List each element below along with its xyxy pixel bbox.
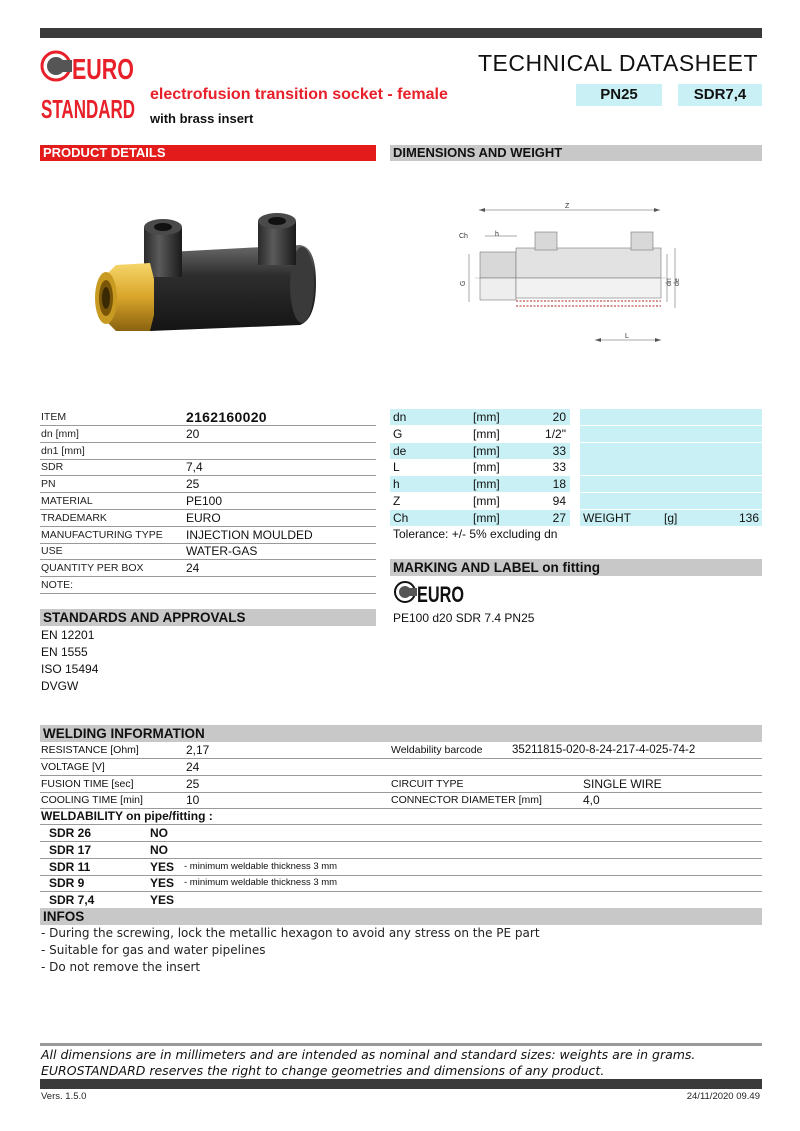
product-image [90, 205, 330, 345]
sdr-result: YES [150, 859, 175, 874]
blank-cyan-cell [580, 493, 762, 510]
details-row [40, 510, 376, 527]
weight-value: 136 [738, 510, 759, 525]
weight-row [580, 510, 762, 527]
weldability-barcode: 35211815-020-8-24-217-4-025-74-2 [512, 744, 696, 756]
details-value: 25 [186, 477, 200, 492]
details-label: dn1 [mm] [41, 444, 85, 457]
drawing-label-ch: Ch [459, 233, 468, 240]
weight-label: WEIGHT [583, 510, 631, 525]
dimension-name: G [393, 426, 403, 441]
welding-label: VOLTAGE [V] [41, 760, 105, 773]
details-value: 24 [186, 561, 200, 576]
details-row [40, 577, 376, 594]
blank-cyan-cell [580, 426, 762, 443]
details-value: PE100 [186, 494, 223, 508]
welding-value-2: SINGLE WIRE [583, 776, 662, 791]
drawing-label-de: de [674, 278, 681, 286]
dimension-row [390, 426, 570, 443]
blank-cyan-cell [580, 443, 762, 460]
dimension-unit: [mm] [473, 443, 500, 458]
sdr-label: SDR 17 [49, 842, 92, 857]
weldability-row [40, 825, 762, 842]
sdr-label: SDR 7,4 [49, 893, 95, 908]
dimension-name: dn [393, 410, 407, 424]
top-bar [40, 28, 762, 38]
infos-header: INFOS [40, 908, 762, 925]
sdr-label: SDR 26 [49, 826, 92, 840]
marking-text: PE100 d20 SDR 7.4 PN25 [393, 611, 535, 625]
welding-label: COOLING TIME [min] [41, 794, 143, 807]
version-label: Vers. 1.5.0 [41, 1091, 87, 1102]
sdr-badge: SDR7,4 [678, 84, 762, 106]
sdr-result: YES [150, 893, 175, 908]
dimension-value: 1/2" [545, 426, 566, 441]
details-row [40, 459, 376, 476]
details-row [40, 543, 376, 560]
dimension-row [390, 459, 570, 476]
dimension-unit: [mm] [473, 426, 500, 441]
details-row [40, 409, 376, 426]
dimension-value: 33 [552, 460, 566, 475]
details-row [40, 443, 376, 460]
welding-value: 24 [186, 759, 200, 774]
dimension-unit: [mm] [473, 410, 500, 424]
weldability-row [40, 859, 762, 876]
footer-line-2: EUROSTANDARD reserves the right to change geometries and dimensions of any product. [41, 1063, 605, 1078]
dimension-name: Z [393, 494, 401, 508]
welding-label-2: CIRCUIT TYPE [391, 777, 464, 790]
details-label: SDR [41, 461, 64, 474]
standard-item: EN 12201 [41, 628, 95, 642]
details-value: EURO [186, 510, 221, 525]
welding-header: WELDING INFORMATION [40, 725, 762, 742]
drawing-label-h: h [495, 231, 499, 238]
tolerance-note: Tolerance: +/- 5% excluding dn [393, 527, 558, 541]
details-label: MATERIAL [41, 495, 93, 507]
welding-row [40, 759, 762, 776]
dimension-row [390, 493, 570, 510]
dimension-row [390, 476, 570, 493]
drawing-label-z: Z [565, 203, 570, 210]
info-line: - Do not remove the insert [41, 960, 201, 974]
info-line: - During the screwing, lock the metallic hexagon to avoid any stress on the PE part [41, 926, 540, 940]
technical-drawing [455, 198, 680, 348]
sdr-result: NO [150, 826, 168, 840]
sdr-result: NO [150, 842, 168, 857]
weldability-header: WELDABILITY on pipe/fitting : [40, 808, 762, 825]
document-title: TECHNICAL DATASHEET [478, 50, 758, 76]
dimension-value: 18 [552, 477, 566, 492]
drawing-label-dn: dn [666, 278, 673, 286]
date-label: 24/11/2020 09.49 [686, 1091, 760, 1102]
details-row [40, 560, 376, 577]
details-label: USE [41, 545, 63, 558]
details-value: INJECTION MOULDED [186, 527, 313, 542]
welding-label: RESISTANCE [Ohm] [41, 744, 139, 756]
sdr-label: SDR 9 [49, 876, 85, 891]
dimension-unit: [mm] [473, 477, 500, 492]
welding-row [40, 776, 762, 793]
standard-item: ISO 15494 [41, 662, 99, 676]
dimension-name: Ch [393, 510, 409, 525]
details-label: TRADEMARK [41, 511, 107, 524]
info-line: - Suitable for gas and water pipelines [41, 943, 266, 957]
dimension-value: 20 [552, 410, 566, 424]
drawing-label-g: G [460, 280, 467, 286]
blank-cyan-cell [580, 409, 762, 426]
dimension-row [390, 443, 570, 460]
welding-value-2: 4,0 [583, 793, 600, 808]
details-label: dn [mm] [41, 427, 79, 440]
details-value: 20 [186, 426, 200, 441]
sdr-note: - minimum weldable thickness 3 mm [184, 877, 338, 889]
sdr-label: SDR 11 [49, 859, 91, 874]
marking-logo-text: EURO [417, 582, 464, 607]
drawing-label-l: L [625, 333, 629, 340]
standard-item: DVGW [41, 679, 79, 693]
details-label: QUANTITY PER BOX [41, 562, 144, 575]
dimension-unit: [mm] [473, 494, 500, 508]
dimension-row [390, 409, 570, 426]
welding-value: 2,17 [186, 743, 210, 757]
product-details-header: PRODUCT DETAILS [40, 145, 376, 161]
product-subtitle: with brass insert [150, 111, 254, 126]
welding-value: 25 [186, 776, 200, 791]
welding-value: 10 [186, 793, 200, 808]
dimension-row [390, 510, 570, 527]
dimensions-header: DIMENSIONS AND WEIGHT [390, 145, 762, 161]
details-label: ITEM [41, 411, 67, 423]
dimension-value: 33 [552, 443, 566, 458]
standard-item: EN 1555 [41, 645, 88, 659]
marking-header: MARKING AND LABEL on fitting [390, 559, 762, 576]
weldability-row [40, 875, 762, 892]
item-code: 2162160020 [186, 409, 267, 425]
details-row [40, 493, 376, 510]
standards-header: STANDARDS AND APPROVALS [40, 609, 376, 626]
marking-logo [394, 580, 466, 607]
welding-row [40, 792, 762, 809]
details-row [40, 527, 376, 544]
dimension-value: 27 [552, 510, 566, 525]
logo-bottom-text: STANDARD [41, 94, 135, 124]
footer-line-1: All dimensions are in millimeters and are intended as nominal and standard sizes: weights are in grams. [41, 1047, 696, 1062]
pn-badge: PN25 [576, 84, 662, 106]
dimension-unit: [mm] [473, 460, 500, 475]
logo-top-text: EURO [72, 54, 134, 86]
details-value: 7,4 [186, 460, 203, 475]
blank-cyan-cell [580, 476, 762, 493]
sdr-note: - minimum weldable thickness 3 mm [184, 860, 338, 872]
dimension-value: 94 [552, 494, 566, 508]
sdr-result: YES [150, 876, 175, 891]
weldability-row [40, 842, 762, 859]
eurostandard-logo [40, 46, 136, 122]
welding-label-2: Weldability barcode [391, 744, 483, 756]
dimension-unit: [mm] [473, 510, 500, 525]
bottom-bar [40, 1079, 762, 1089]
dimension-name: de [393, 443, 407, 458]
product-title: electrofusion transition socket - female [150, 86, 448, 103]
welding-label: FUSION TIME [sec] [41, 777, 134, 790]
dimension-name: h [393, 477, 400, 492]
blank-cyan-cell [580, 459, 762, 476]
welding-row [40, 742, 762, 759]
details-row [40, 426, 376, 443]
weldability-row [40, 892, 762, 909]
weight-unit: [g] [664, 510, 678, 525]
welding-label-2: CONNECTOR DIAMETER [mm] [391, 794, 542, 807]
footer-divider [40, 1043, 762, 1046]
details-label: NOTE: [41, 579, 74, 591]
details-label: MANUFACTURING TYPE [41, 528, 163, 541]
details-value: WATER-GAS [186, 544, 258, 559]
details-label: PN [41, 478, 56, 491]
details-row [40, 476, 376, 493]
dimension-name: L [393, 460, 400, 475]
